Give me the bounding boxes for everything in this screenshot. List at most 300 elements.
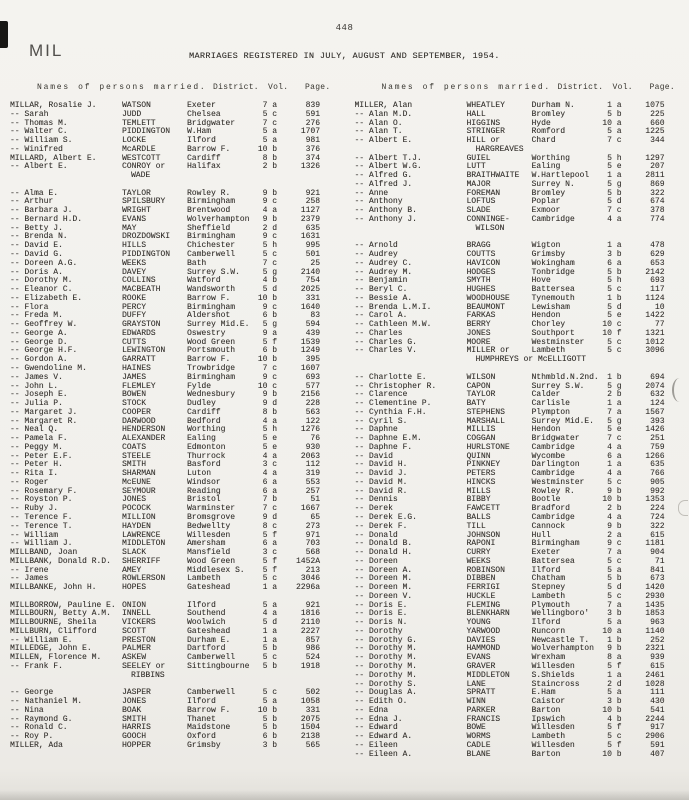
entry-page: 378 <box>650 206 665 216</box>
entry-name: -- Audrey M. <box>354 267 413 277</box>
table-row <box>0 584 345 593</box>
entry-name: MILLEN, Florence M. <box>10 653 102 663</box>
entry-name: -- Doris N. <box>354 618 408 628</box>
entry-surname: TILL <box>466 521 486 531</box>
entry-surname: BRAITHWAITE <box>466 171 520 181</box>
entry-name: -- Nathaniel M. <box>10 697 83 707</box>
entry-surname: VICKERS <box>122 618 156 628</box>
entry-district: Dartford <box>187 644 226 654</box>
entry-district: Wolverhampton <box>531 644 594 654</box>
entry-name: -- Cyril S. <box>354 416 408 426</box>
entry-name: -- Anne <box>354 188 389 198</box>
entry-district: Watford <box>187 276 221 286</box>
entry-district: Southend <box>187 609 226 619</box>
entry-name: -- Edith O. <box>354 697 408 707</box>
entry-surname: HARRIS <box>122 723 151 733</box>
entry-district: Gateshead <box>187 626 231 636</box>
entry-page: 502 <box>305 688 320 698</box>
entry-page: 111 <box>650 688 665 698</box>
entry-vol: 5 b <box>607 109 622 119</box>
entry-vol: 5 f <box>262 530 277 540</box>
entry-vol: 9 a <box>262 328 277 338</box>
entry-vol: 3 b <box>607 609 622 619</box>
entry-district: Hendon <box>531 311 561 321</box>
entry-vol: 7 c <box>607 206 622 216</box>
entry-name: -- Sarah <box>10 109 49 119</box>
entry-name: -- Alfred G. <box>354 171 413 181</box>
entry-vol: 1 a <box>607 460 622 470</box>
entry-vol: 5 g <box>262 267 277 277</box>
entry-page: 1422 <box>645 311 665 321</box>
entry-page: 774 <box>650 214 665 224</box>
entry-vol: 5 c <box>607 477 622 487</box>
entry-district: Lambeth <box>531 732 566 742</box>
entry-surname: FRANCIS <box>466 714 501 724</box>
entry-name: -- Freda M. <box>10 311 63 321</box>
header-names: Names of persons married. <box>37 83 207 92</box>
entry-vol: 8 c <box>262 521 277 531</box>
entry-vol: 10 a <box>602 118 622 128</box>
page-number: 448 <box>335 23 354 33</box>
entry-district: Maidstone <box>187 723 231 733</box>
entry-name: -- Frank F. <box>10 662 63 671</box>
entry-vol: 5 a <box>607 618 622 628</box>
entry-page: 635 <box>650 460 665 470</box>
entry-surname: BOAK <box>122 705 142 715</box>
entry-surname: WILSON <box>466 372 496 382</box>
entry-district: Caistor <box>531 697 566 707</box>
entry-name: -- Dorothy M. <box>354 644 417 654</box>
entry-page: 703 <box>305 539 320 549</box>
entry-page: 207 <box>650 162 665 172</box>
entry-vol: 4 a <box>262 469 277 479</box>
entry-page: 1435 <box>645 600 665 610</box>
entry-page: 1918 <box>300 662 320 671</box>
column-left <box>0 83 345 759</box>
entry-surname: TEMLETT <box>122 118 156 128</box>
entry-district: Grimsby <box>531 250 566 260</box>
register-table <box>0 83 689 759</box>
entry-surname: PETERS <box>466 469 496 479</box>
entry-surname: MILLIS <box>466 425 496 435</box>
entry-surname: STEELE <box>122 451 151 461</box>
entry-name: -- Charlotte E. <box>354 372 427 382</box>
entry-page: 766 <box>650 469 665 479</box>
entry-name: -- Clementine P. <box>354 399 432 409</box>
entry-surname: LAWRENCE <box>122 530 161 540</box>
entry-surname: HIGGINS <box>466 118 501 128</box>
entry-vol: 6 a <box>607 451 622 461</box>
entry-vol: 5 h <box>262 425 277 435</box>
table-row <box>0 558 345 567</box>
entry-vol: 2 d <box>262 223 277 233</box>
entry-name: -- Derek <box>354 504 393 514</box>
entry-page: 395 <box>305 355 320 365</box>
entry-surname: GRAVER <box>466 662 496 671</box>
entry-vol: 6 a <box>607 258 622 268</box>
entry-page: 1028 <box>645 679 665 689</box>
entry-vol: 2 b <box>607 390 622 400</box>
entry-vol: 5 c <box>262 109 277 119</box>
entry-surname: FLEMING <box>466 600 501 610</box>
entry-vol: 5 e <box>262 434 277 444</box>
header-page: Page. <box>649 83 676 92</box>
entry-vol: 5 d <box>262 285 277 295</box>
entry-name: -- Charles G. <box>354 337 417 347</box>
entry-page: 319 <box>305 469 320 479</box>
entry-surname: HINCKS <box>466 477 496 487</box>
entry-surname: BEAUMONT <box>466 302 505 312</box>
entry-surname: SLADE <box>466 206 491 216</box>
entry-page: 674 <box>650 197 665 207</box>
entry-surname: HENDERSON <box>122 425 166 435</box>
entry-district: Bradford <box>531 504 570 514</box>
entry-surname: JONES <box>466 328 491 338</box>
entry-surname: MILLS <box>466 486 491 496</box>
entry-district: Surrey Mid.E. <box>187 320 250 330</box>
entry-vol: 1 a <box>262 583 277 593</box>
entry-page: 1816 <box>300 609 320 619</box>
entry-page: 2227 <box>300 626 320 636</box>
entry-page: 930 <box>305 442 320 452</box>
column-right <box>345 83 689 759</box>
entry-surname: SHARMAN <box>122 469 156 479</box>
entry-surname: HAYDEN <box>122 521 151 531</box>
entry-vol: 5 d <box>262 618 277 628</box>
entry-page: 10 <box>654 302 665 312</box>
entry-vol: 4 b <box>262 276 277 286</box>
entry-district: Ipswich <box>531 714 566 724</box>
entry-district: Ilford <box>187 136 216 146</box>
entry-name: -- Edna <box>354 705 389 715</box>
entry-page: 1266 <box>645 451 665 461</box>
entry-surname: SEYMOUR <box>122 486 156 496</box>
entry-page: 857 <box>305 635 320 645</box>
entry-page: 2379 <box>300 214 320 224</box>
table-row-overflow <box>345 225 689 234</box>
entry-page: 563 <box>305 407 320 417</box>
entry-district: Battersea <box>531 285 575 295</box>
entry-district: Exmoor <box>531 206 561 216</box>
entry-vol: 1 a <box>607 670 622 680</box>
entry-surname: SPILSBURY <box>122 197 166 207</box>
entry-page: 524 <box>305 653 320 663</box>
entry-vol: 5 c <box>262 250 277 260</box>
entry-district: Romford <box>531 127 566 137</box>
entry-vol: 2 d <box>607 679 622 689</box>
entry-district: Wokingham <box>531 258 575 268</box>
entry-name: -- Gwendoline M. <box>10 363 87 373</box>
entry-name: MILLAR, Rosalie J. <box>10 101 97 110</box>
entry-page: 1452A <box>295 556 320 566</box>
entry-vol: 1 a <box>262 626 277 636</box>
entry-page: 629 <box>650 250 665 260</box>
entry-page: 1607 <box>300 363 320 373</box>
entry-page: 1140 <box>645 626 665 636</box>
entry-name: -- Dorothy M. <box>354 653 417 663</box>
entry-name: -- Arnold <box>354 241 398 251</box>
entry-name: -- Brenda N. <box>10 232 68 242</box>
entry-vol: 5 c <box>607 556 622 566</box>
entry-name: -- Albert E. <box>10 162 68 172</box>
entry-vol: 5 a <box>607 127 622 137</box>
entry-district: Bedford <box>187 416 221 426</box>
entry-vol: 5 b <box>607 267 622 277</box>
entry-vol: 8 b <box>262 153 277 163</box>
entry-name: -- Derek F. <box>354 521 408 531</box>
entry-district: Plymouth <box>531 600 570 610</box>
entry-vol: 10 b <box>257 355 277 365</box>
entry-surname-overflow: WADE <box>131 171 151 181</box>
entry-surname: CONNINGE- <box>466 214 510 224</box>
entry-surname: FOREMAN <box>466 188 501 198</box>
entry-page: 2321 <box>645 644 665 654</box>
entry-name: -- Doreen V. <box>354 591 413 601</box>
entry-name: -- David R. <box>354 486 408 496</box>
entry-surname: HALL <box>466 109 486 119</box>
entry-surname: ROBINSON <box>466 565 505 575</box>
entry-page: 1225 <box>645 127 665 137</box>
entry-surname: INNELL <box>122 609 151 619</box>
entry-vol: 5 e <box>607 311 622 321</box>
entry-page: 1075 <box>645 101 665 110</box>
entry-name: MILLER, Ada <box>10 740 63 750</box>
entry-vol: 5 c <box>262 574 277 584</box>
entry-name: -- Eileen A. <box>354 749 413 759</box>
entry-district: Warminster <box>187 504 236 514</box>
entry-page: 2074 <box>645 381 665 391</box>
entry-district: Chorley <box>531 320 566 330</box>
entry-vol: 4 a <box>607 469 622 479</box>
entry-district: Surrey Mid.E. <box>531 416 594 426</box>
entry-name: -- Alan T. <box>354 127 403 137</box>
entry-vol: 9 b <box>262 214 277 224</box>
entry-page: 1504 <box>300 723 320 733</box>
entry-page: 374 <box>305 153 320 163</box>
entry-name: -- Raymond G. <box>10 714 73 724</box>
entry-page: 1853 <box>645 609 665 619</box>
entry-page: 393 <box>650 416 665 426</box>
entry-vol: 1 a <box>607 241 622 251</box>
entry-page: 986 <box>305 644 320 654</box>
entry-page: 117 <box>650 285 665 295</box>
entry-district: Mansfield <box>187 548 231 558</box>
entry-vol: 10 f <box>602 328 622 338</box>
entry-page: 430 <box>650 697 665 707</box>
entry-vol: 6 a <box>262 539 277 549</box>
entry-vol: 9 b <box>262 188 277 198</box>
entry-name: -- Alan O. <box>354 118 403 128</box>
entry-name: -- Dorothy M. <box>10 276 73 286</box>
entry-surname: DROZDOWSKI <box>122 232 171 242</box>
entry-district: Cambridge <box>531 214 575 224</box>
entry-name: -- Doris E. <box>354 609 408 619</box>
entry-surname: DARWOOD <box>122 416 156 426</box>
entry-surname: JAMES <box>122 372 147 382</box>
entry-page: 1353 <box>645 495 665 505</box>
entry-page: 553 <box>305 477 320 487</box>
entry-page: 904 <box>650 548 665 558</box>
entry-district: Barton <box>531 705 561 715</box>
entry-vol: 5 f <box>607 740 622 750</box>
entry-page: 2075 <box>300 714 320 724</box>
entry-vol: 10 c <box>602 320 622 330</box>
table-row-overflow <box>0 672 345 681</box>
entry-surname: GUIEL <box>466 153 491 163</box>
entry-vol: 5 g <box>262 320 277 330</box>
entry-surname-overflow: HUMPHREYS or McELLIGOTT <box>475 355 586 365</box>
entry-page: 963 <box>650 618 665 628</box>
entry-name: -- Margaret J. <box>10 407 78 417</box>
entry-vol: 5 g <box>607 416 622 426</box>
entry-vol: 7 a <box>607 600 622 610</box>
scan-artifact <box>0 790 689 800</box>
entry-page: 635 <box>305 223 320 233</box>
entry-name: -- Dorothy S. <box>354 679 417 689</box>
entry-district: Fylde <box>187 381 212 391</box>
entry-district: Calder <box>531 390 561 400</box>
entry-name: -- Dennis <box>354 495 398 505</box>
entry-page: 653 <box>650 258 665 268</box>
entry-surname: GRAYSTON <box>122 320 161 330</box>
entry-name: -- George A. <box>10 328 68 338</box>
entry-surname: GOOCH <box>122 732 147 742</box>
entry-surname: MACBEATH <box>122 285 161 295</box>
table-row <box>345 216 689 225</box>
entry-surname: CURRY <box>466 548 491 558</box>
entry-page: 724 <box>650 512 665 522</box>
entry-name: -- William <box>10 530 59 540</box>
entry-vol: 3 c <box>262 460 277 470</box>
entry-vol: 5 a <box>262 136 277 146</box>
entry-page: 981 <box>305 136 320 146</box>
entry-page: 1631 <box>300 232 320 242</box>
entry-page: 2140 <box>300 267 320 277</box>
entry-vol: 10 b <box>257 705 277 715</box>
entry-vol: 5 e <box>262 442 277 452</box>
table-row <box>0 163 345 172</box>
entry-surname: BALLS <box>466 512 491 522</box>
entry-surname: HILL or <box>466 136 501 146</box>
entry-page: 273 <box>305 521 320 531</box>
entry-vol: 5 b <box>262 644 277 654</box>
entry-surname: RAPONI <box>466 539 496 549</box>
entry-name: -- Cynthia F.H. <box>354 407 427 417</box>
entry-district: Rowley R. <box>531 486 575 496</box>
entry-district: Ilford <box>187 600 216 610</box>
entry-name: -- Edward <box>354 723 398 733</box>
entry-vol: 5 b <box>262 662 277 671</box>
entry-vol: 7 b <box>262 495 277 505</box>
entry-district: Chelsea <box>187 109 221 119</box>
entry-vol: 10 c <box>257 381 277 391</box>
entry-district: Cambridge <box>531 442 575 452</box>
entry-district: Ealing <box>531 162 561 172</box>
entry-name: -- Daphne <box>354 425 398 435</box>
entry-district: Runcorn <box>531 626 566 636</box>
entry-name: -- Cathleen M.W. <box>354 320 432 330</box>
entry-vol: 5 a <box>262 600 277 610</box>
entry-name: -- Arthur <box>10 197 54 207</box>
entry-name: -- Doreen A.G. <box>10 258 78 268</box>
entry-surname: ROWLERSON <box>122 574 166 584</box>
entry-page: 660 <box>650 118 665 128</box>
entry-vol: 5 a <box>607 565 622 575</box>
entry-district: Ilford <box>187 697 216 707</box>
entry-name: MILLBANK, Donald R.D. <box>10 556 111 566</box>
entry-district: Hyde <box>531 118 551 128</box>
entry-vol: 5 h <box>262 241 277 251</box>
entry-vol: 7 c <box>262 118 277 128</box>
entry-surname: COUTTS <box>466 250 496 260</box>
entry-district: Newcastle T. <box>531 635 590 645</box>
entry-page: 2142 <box>645 267 665 277</box>
entry-surname: MIDDLETON <box>122 539 166 549</box>
entry-district: Durham N. <box>531 101 575 110</box>
entry-district: Cardiff <box>187 407 221 417</box>
entry-vol: 6 b <box>262 346 277 356</box>
entry-surname: WRIGHT <box>122 206 151 216</box>
entry-surname: JUDD <box>122 109 142 119</box>
entry-page: 594 <box>305 320 320 330</box>
table-row <box>345 751 689 760</box>
entry-page: 839 <box>305 101 320 110</box>
entry-surname: MAJOR <box>466 179 491 189</box>
entry-vol: 1 a <box>607 399 622 409</box>
entry-name: -- Anthony <box>354 197 403 207</box>
entry-district: Amersham <box>187 539 226 549</box>
entry-surname: MIDDLETON <box>466 670 510 680</box>
entry-page: 1276 <box>300 425 320 435</box>
entry-district: Bedwellty <box>187 521 231 531</box>
entry-vol: 5 f <box>607 662 622 671</box>
entry-name: -- Brenda L.M.I. <box>354 302 432 312</box>
entry-vol: 9 b <box>262 390 277 400</box>
entry-page: 439 <box>305 328 320 338</box>
entry-name: -- James <box>10 574 49 584</box>
entry-page: 939 <box>650 653 665 663</box>
entry-surname: PINKNEY <box>466 460 501 470</box>
entry-surname: STEPHENS <box>466 407 505 417</box>
entry-district: Hendon <box>531 425 561 435</box>
entry-name: -- Dorothy G. <box>354 635 417 645</box>
entry-vol: 3 b <box>262 740 277 750</box>
entry-page: 257 <box>305 486 320 496</box>
entry-vol: 9 b <box>607 521 622 531</box>
entry-name: -- William S. <box>10 136 73 146</box>
entry-vol: 4 a <box>607 442 622 452</box>
entry-page: 2110 <box>300 618 320 628</box>
entry-page: 568 <box>305 548 320 558</box>
entry-surname: LOCKE <box>122 136 147 146</box>
entry-surname: FAWCETT <box>466 504 501 514</box>
entry-page: 225 <box>650 109 665 119</box>
entry-surname: MILLION <box>122 512 156 522</box>
entry-vol: 2 b <box>607 504 622 514</box>
entry-surname: McEUNE <box>122 477 151 487</box>
entry-page: 1249 <box>300 346 320 356</box>
table-row <box>0 470 345 479</box>
entry-page: 759 <box>650 442 665 452</box>
entry-vol: 4 a <box>262 609 277 619</box>
entry-page: 995 <box>305 241 320 251</box>
entry-page: 407 <box>650 749 665 759</box>
rows-left <box>0 102 345 751</box>
entry-page: 2244 <box>645 714 665 724</box>
entry-district: Durham E. <box>187 635 231 645</box>
entry-vol: 7 a <box>607 548 622 558</box>
entry-district: Portsmouth <box>187 346 236 356</box>
